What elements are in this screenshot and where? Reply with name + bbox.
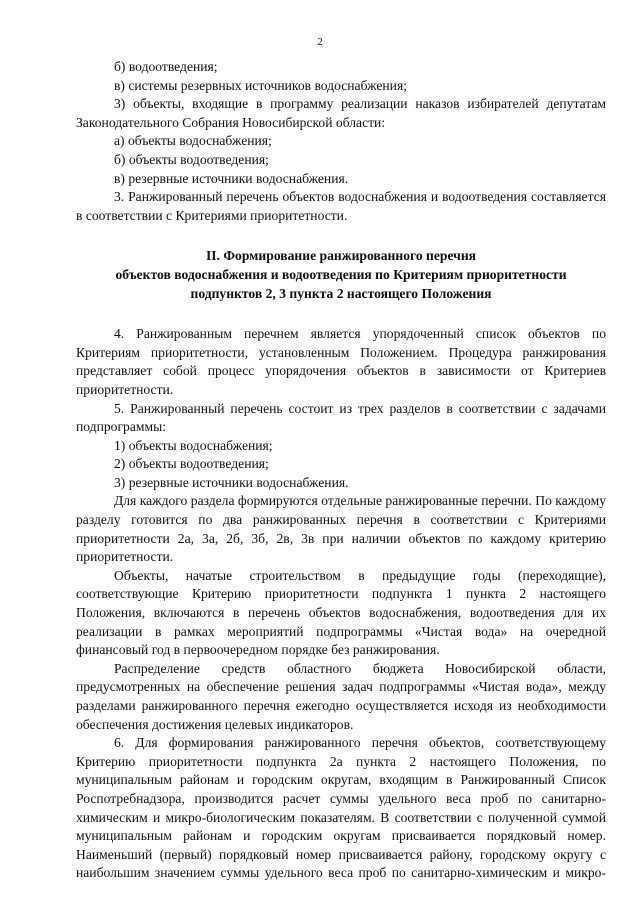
paragraph: 2) объекты водоотведения;	[114, 456, 269, 472]
section-heading-line: II. Формирование ранжированного перечня	[205, 248, 477, 264]
paragraph: 3. Ранжированный перечень объектов водоснабжения и водоотведения составляется в соответствии с Критериями приоритетности.	[76, 189, 606, 223]
section-heading-line: объектов водоснабжения и водоотведения по Критериям приоритетности	[115, 266, 567, 282]
paragraph: 4. Ранжированным перечнем является упорядоченный список объектов по Критериям приоритетности, установленным Положением. Процедура ранжирования представляет собой процесс упорядочения объектов в зависимости от Критериев приоритетности.	[76, 326, 606, 397]
paragraph: 5. Ранжированный перечень состоит из трех разделов в соответствии с задачами подпрограммы:	[76, 400, 606, 435]
paragraph: а) объекты водоснабжения;	[114, 133, 272, 149]
paragraph: 3) резервные источники водоснабжения.	[114, 474, 349, 490]
paragraph: в) системы резервных источников водоснабжения;	[114, 77, 407, 93]
paragraph: 1) объекты водоснабжения;	[114, 437, 273, 453]
paragraph: Для каждого раздела формируются отдельные ранжированные перечни. По каждому разделу готовится по два ранжированных перечня в соответствии с Критериями приоритетности 2а, 3а, 2б, 3б, 2в, 3в при наличии объектов по каждому критерию приоритетности.	[76, 493, 606, 565]
paragraph: в) резервные источники водоснабжения.	[114, 170, 349, 186]
paragraph: 3) объекты, входящие в программу реализации наказов избирателей депутатам Законодательного Собрания Новосибирской области:	[76, 96, 606, 130]
paragraph: 6. Для формирования ранжированного перечня объектов, соответствующему Критерию приоритетности подпункта 2а пункта 2 настоящего Положения, по муниципальным районам и городским округам, входящим в Ранжированный Список Роспотребнадзора, производится расчет суммы удельного веса проб по санитарно-химическим и микро-биологическим показателям. В соответствии с полученной суммой муниципальным районам и городским округам присваивается порядковый номер. Наименьший (первый) порядковый номер присваивается району, городскому округу с наибольшим значением суммы удельного веса проб по санитарно-химическим и микро-	[76, 735, 606, 881]
document-body	[76, 58, 606, 883]
paragraph: Объекты, начатые строительством в предыдущие годы (переходящие), соответствующие Критерию приоритетности подпункта 1 пункта 2 настоящего Положения, включаются в перечень объектов водоснабжения, водоотведения для их реализации в рамках мероприятий подпрограммы «Чистая вода» на очередной финансовый год в первоочередном порядке без ранжирования.	[76, 567, 606, 658]
paragraph: б) объекты водоотведения;	[114, 151, 269, 167]
section-heading-line: подпунктов 2, 3 пункта 2 настоящего Положения	[190, 285, 492, 301]
section-heading	[76, 247, 606, 303]
page-number: 2	[317, 36, 323, 48]
paragraph: Распределение средств областного бюджета Новосибирской области, предусмотренных на обеспечение решения задач подпрограммы «Чистая вода», между разделами ранжированного перечня ежегодно осуществляется исходя из необходимости обеспечения достижения целевых индикаторов.	[76, 660, 606, 732]
paragraph: б) водоотведения;	[114, 59, 218, 74]
